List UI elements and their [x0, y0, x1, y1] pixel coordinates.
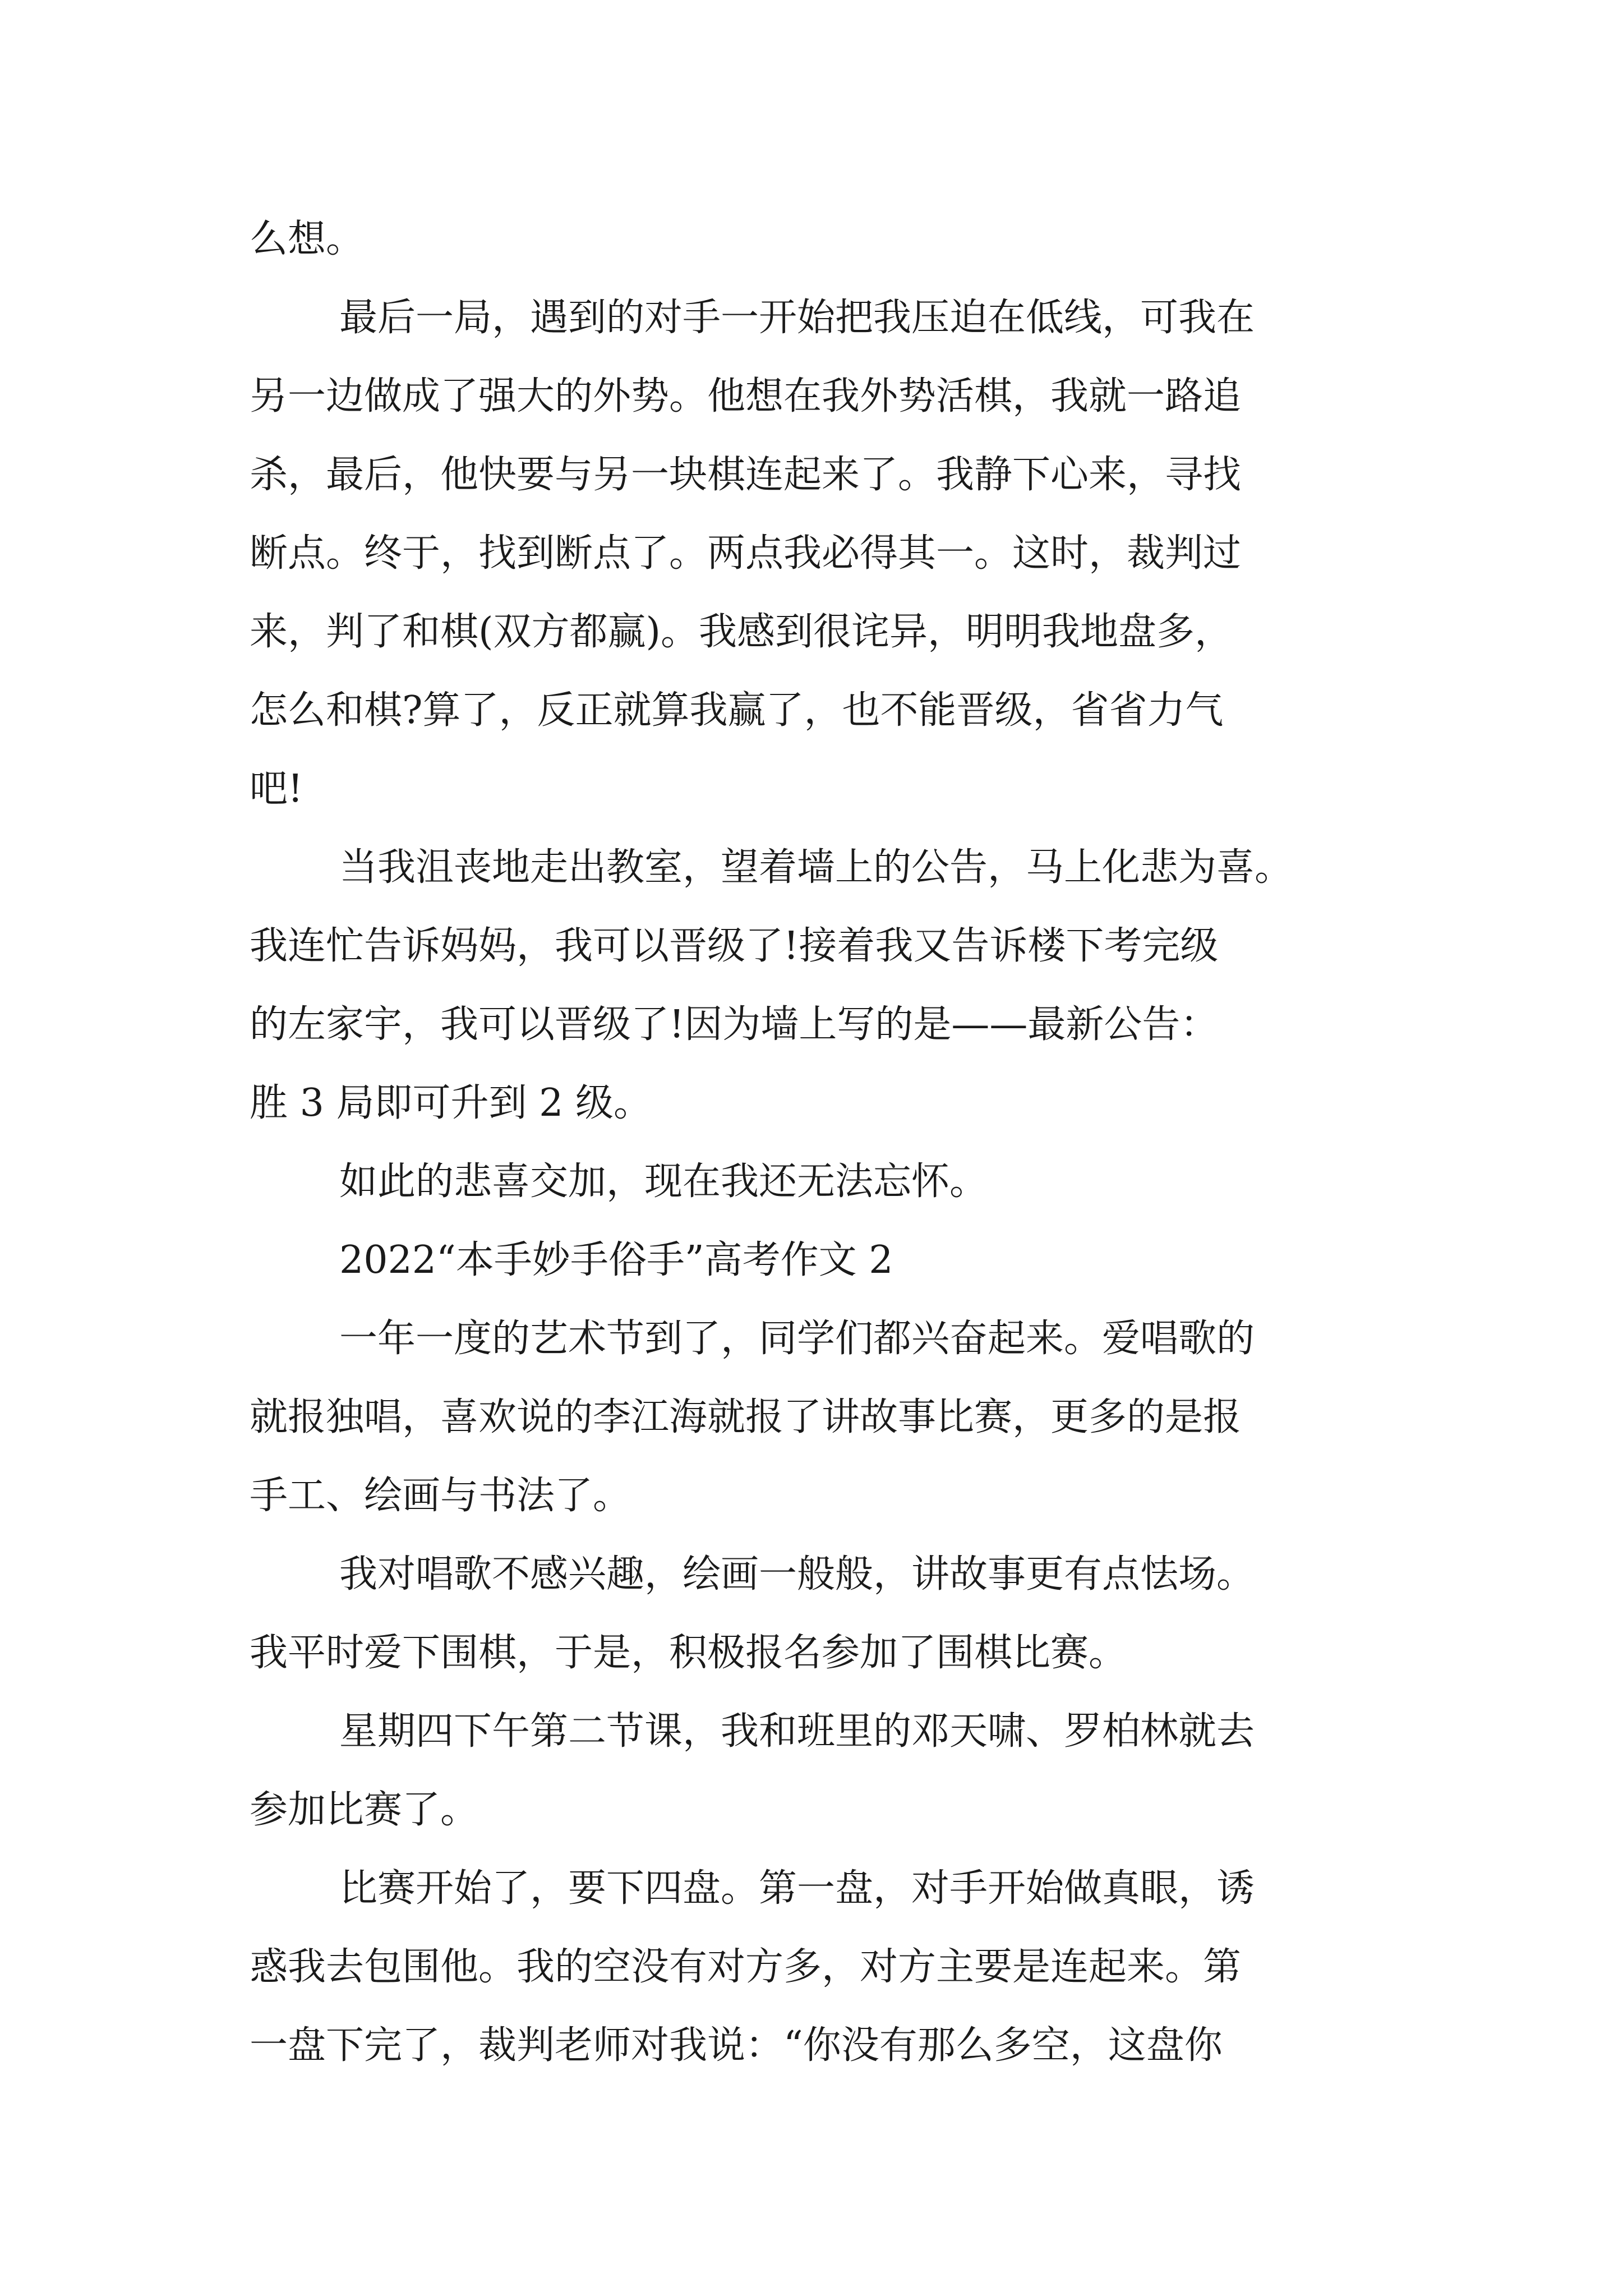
text-line-10: 我连忙告诉妈妈，我可以晋级了!接着我又告诉楼下考完级: [250, 924, 1219, 968]
paragraph-line-13: 如此的悲喜交加，现在我还无法忘怀。: [339, 1159, 988, 1204]
text-line-6: 来，判了和棋(双方都赢)。我感到很诧异，明明我地盘多，: [250, 610, 1233, 654]
text-line-19: 我平时爱下围棋，于是，积极报名参加了围棋比赛。: [250, 1631, 1127, 1675]
text-line-17: 手工、绘画与书法了。: [250, 1474, 631, 1518]
paragraph-line-20: 星期四下午第二节课，我和班里的邓天啸、罗柏林就去: [339, 1709, 1255, 1754]
paragraph-line-9: 当我沮丧地走出教室，望着墙上的公告，马上化悲为喜。: [339, 845, 1293, 890]
paragraph-line-15: 一年一度的艺术节到了，同学们都兴奋起来。爱唱歌的: [339, 1317, 1255, 1361]
paragraph-line-2: 最后一局，遇到的对手一开始把我压迫在低线，可我在: [339, 296, 1255, 340]
text-line-21: 参加比赛了。: [250, 1788, 479, 1832]
text-line-3: 另一边做成了强大的外势。他想在我外势活棋，我就一路追: [250, 374, 1242, 418]
paragraph-line-18: 我对唱歌不感兴趣，绘画一般般，讲故事更有点怯场。: [339, 1552, 1255, 1596]
text-line-7: 怎么和棋?算了，反正就算我赢了，也不能晋级，省省力气: [250, 688, 1224, 733]
text-line-1: 么想。: [250, 217, 365, 261]
section-heading: 2022“本手妙手俗手”高考作文 2: [339, 1238, 893, 1282]
paragraph-line-22: 比赛开始了，要下四盘。第一盘，对手开始做真眼，诱: [339, 1866, 1255, 1911]
text-line-5: 断点。终于，找到断点了。两点我必得其一。这时，裁判过: [250, 531, 1242, 576]
text-line-16: 就报独唱，喜欢说的李江海就报了讲故事比赛，更多的是报: [250, 1395, 1242, 1439]
text-line-4: 杀，最后，他快要与另一块棋连起来了。我静下心来，寻找: [250, 453, 1242, 497]
text-line-12: 胜 3 局即可升到 2 级。: [250, 1081, 652, 1125]
text-line-24: 一盘下完了，裁判老师对我说：“你没有那么多空，这盘你: [250, 2023, 1223, 2068]
text-line-8: 吧!: [250, 767, 303, 811]
text-line-11: 的左家宇，我可以晋级了!因为墙上写的是——最新公告：: [250, 1002, 1219, 1047]
text-line-23: 惑我去包围他。我的空没有对方多，对方主要是连起来。第: [250, 1945, 1242, 1989]
